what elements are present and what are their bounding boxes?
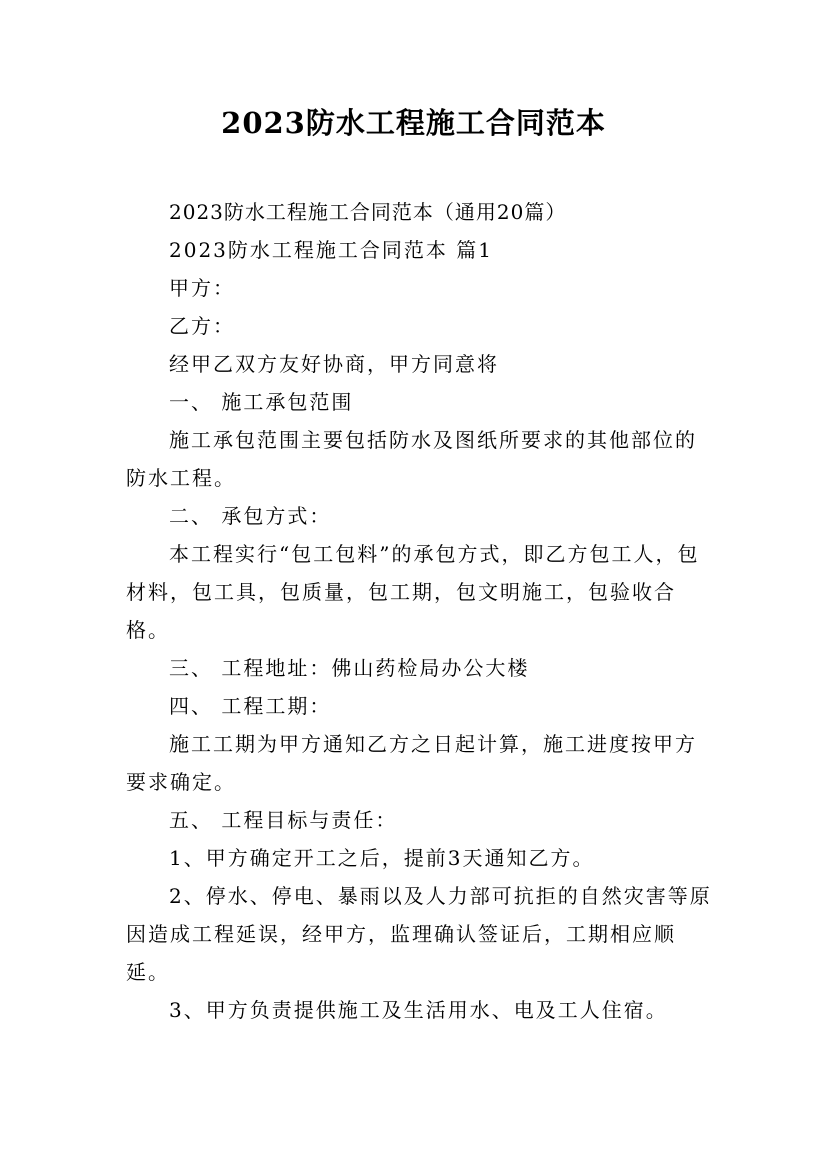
clause-5-item-1: 1、甲方确定开工之后，提前3天通知乙方。 — [169, 846, 595, 870]
clause-4-text: 施工工期为甲方通知乙方之日起计算，施工进度按甲方要求确定。 — [126, 732, 697, 794]
document-body — [126, 193, 716, 1029]
clause-5-heading: 五、 工程目标与责任： — [169, 808, 398, 832]
clause-4-heading: 四、 工程工期： — [169, 694, 332, 718]
paragraph-subtitle: 2023防水工程施工合同范本（通用20篇） — [169, 200, 567, 224]
clause-5-item-3: 3、甲方负责提供施工及生活用水、电及工人住宿。 — [169, 998, 668, 1022]
clause-3-heading: 三、 工程地址：佛山药检局办公大楼 — [169, 656, 530, 680]
clause-2-heading: 二、 承包方式： — [169, 504, 332, 528]
clause-1-text: 施工承包范围主要包括防水及图纸所要求的其他部位的防水工程。 — [126, 428, 697, 490]
document-title: 2023防水工程施工合同范本 — [221, 106, 606, 140]
paragraph-party-a: 甲方： — [169, 276, 235, 300]
paragraph-party-b: 乙方： — [169, 314, 235, 338]
paragraph-section-heading: 2023防水工程施工合同范本 篇1 — [169, 238, 493, 262]
clause-1-heading: 一、 施工承包范围 — [169, 390, 354, 414]
clause-2-text: 本工程实行“包工包料”的承包方式，即乙方包工人，包材料，包工具，包质量，包工期，包文明施工，包验收合格。 — [126, 542, 700, 642]
paragraph-agreement: 经甲乙双方友好协商，甲方同意将 — [169, 352, 499, 376]
clause-5-item-2: 2、停水、停电、暴雨以及人力部可抗拒的自然灾害等原因造成工程延误，经甲方，监理确认签证后，工期相应顺延。 — [126, 884, 712, 984]
